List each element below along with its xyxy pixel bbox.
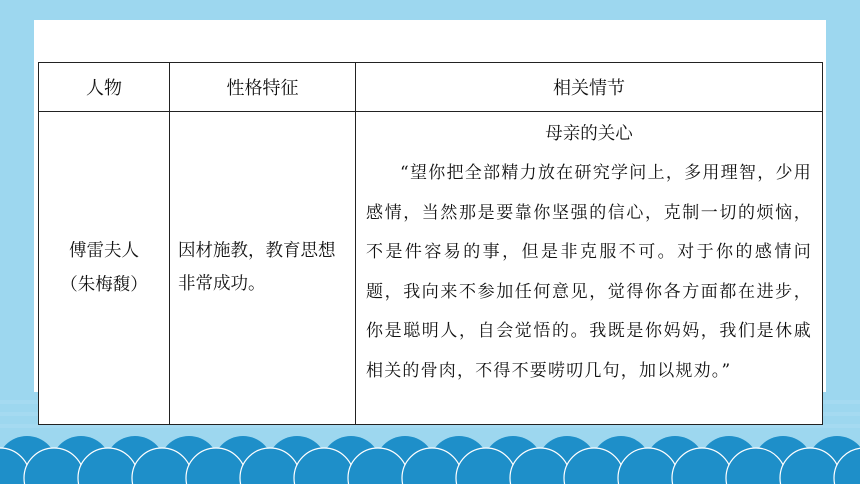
table-header-row [39,63,823,112]
info-table [38,62,823,425]
info-table-container [38,62,822,425]
top-band [0,0,860,20]
person-alias: （朱梅馥） [60,275,148,295]
plot-title: 母亲的关心 [545,124,633,144]
header-plot: 相关情节 [356,63,823,112]
cell-person [39,112,170,425]
cell-trait: 因材施教，教育思想非常成功。 [170,112,356,425]
cell-plot [356,112,823,425]
person-name: 傅雷夫人 [69,241,139,261]
header-person: 人物 [39,63,170,112]
table-row [39,112,823,425]
header-trait: 性格特征 [170,63,356,112]
plot-quote: “望你把全部精力放在研究学问上，多用理智，少用感情，当然那是要靠你坚强的信心，克制一切的烦恼，不是件容易的事，但是非克服不可。对于你的感情问题，我向来不参加任何意见，觉得你各方面都在进步，你是聪明人，自会觉悟的。我既是你妈妈，我们是休戚相关的骨肉，不得不要唠叨几句，加以规劝。” [366,163,812,381]
